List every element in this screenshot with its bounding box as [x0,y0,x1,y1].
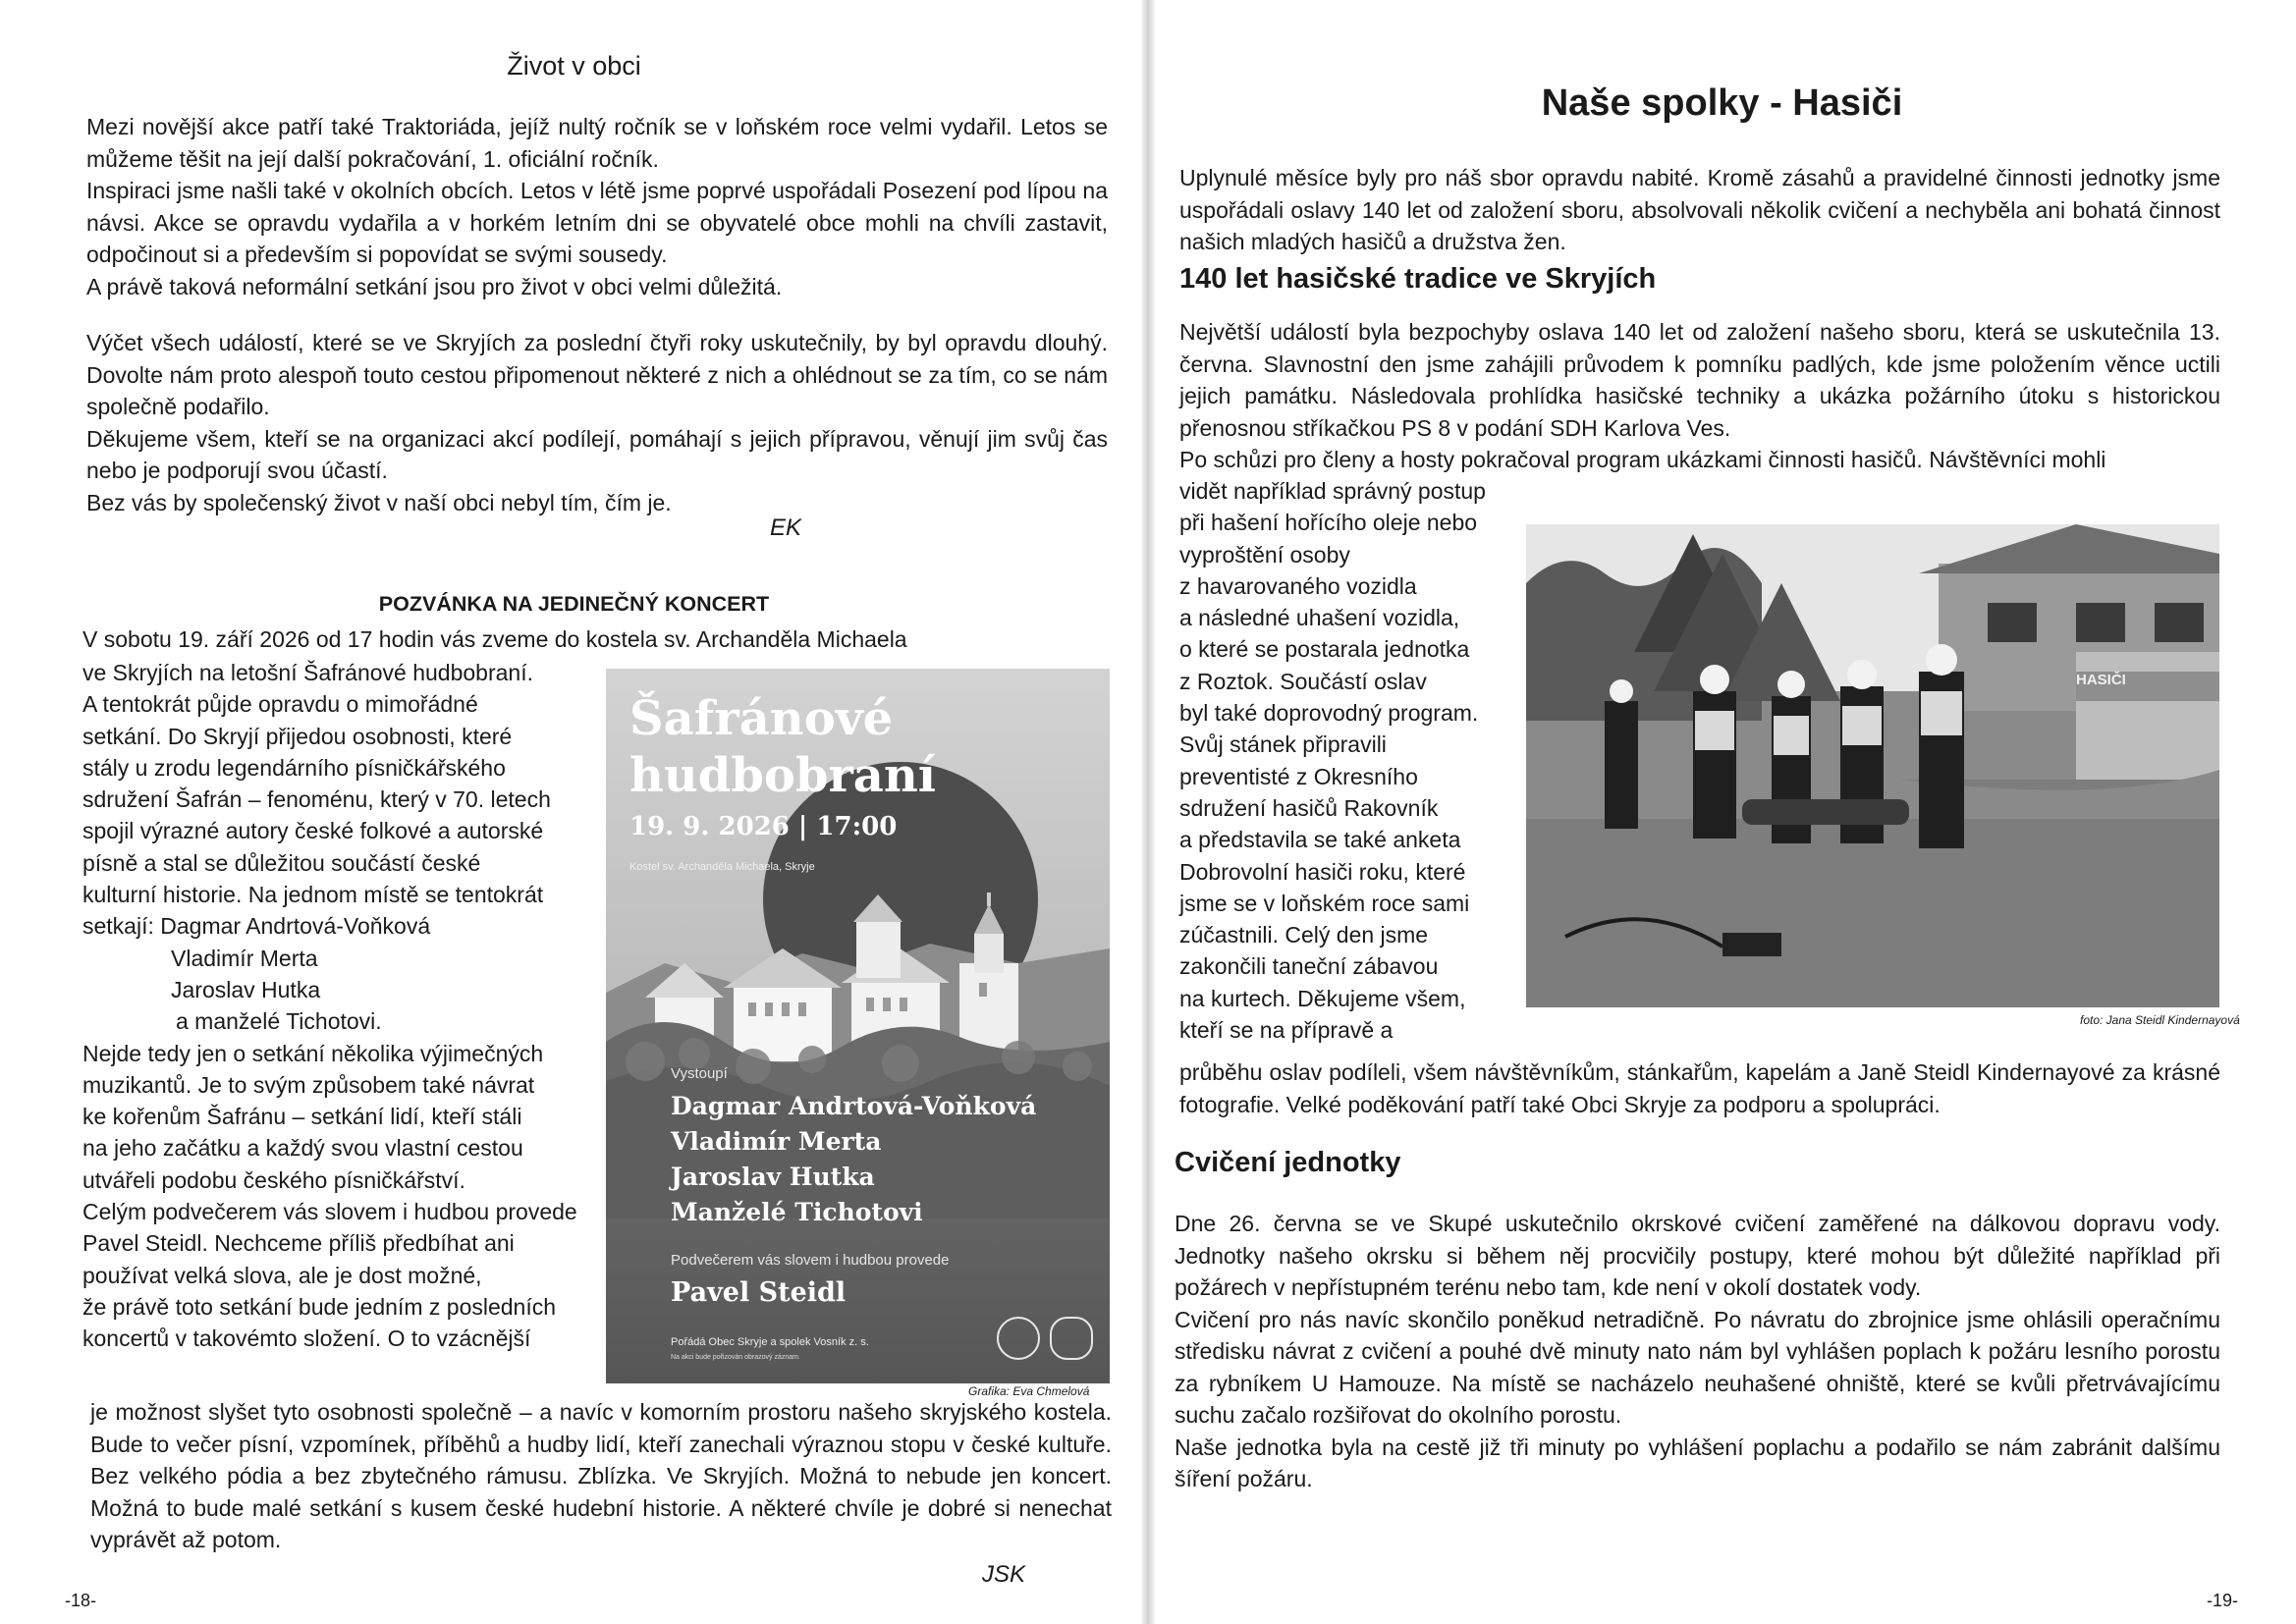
text-line: písně a stal se důležitou součástí české [82,849,481,876]
firefighters-photo [1526,524,2219,1007]
paragraph: Děkujeme všem, kteří se na organizaci akcí podílejí, pomáhají s jejich přípravou, věnují jim svůj čas nebo je podporují svou účastí. [86,425,1108,483]
poster-performer: Jaroslav Hutka [671,1163,875,1191]
paragraph: průběhu oslav podíleli, všem návštěvníkům, stánkařům, kapelám a Janě Steidl Kindernayové za krásné fotografie. Velké poděkování patří také Obci Skryje za podporu a spolupráci. [1179,1059,2220,1117]
paragraph: Cvičení pro nás navíc skončilo poněkud netradičně. Po návratu do zbrojnice jsme ohlásili operačnímu středisku návrat z cvičení a pouhé dvě minuty nato nám byl vyhlášen poplach k požáru lesního porostu za rybníkem U Hamouze. Na místě se nacházelo neuhašené ohniště, které se kvůli přetrvávajícímu suchu začalo rozšiřovat do okolního porostu. [1175,1306,2220,1428]
text-line: spojil výrazné autory české folkové a autorské [82,818,544,844]
text-line: setkání. Do Skryjí přijedou osobnosti, které [82,723,513,749]
text-line: a následné uhašení vozidla, [1179,605,1460,631]
text-line: kteří se na přípravě a [1179,1017,1394,1044]
text-line: jsme se v loňském roce sami [1179,890,1470,916]
poster-host: Pavel Steidl [671,1277,847,1308]
text-line: při hašení hořícího oleje nebo [1179,510,1478,536]
coat-of-arms-icon [997,1317,1040,1360]
paragraph: Dne 26. června se ve Skupé uskutečnilo okrskové cvičení zaměřené na dálkovou dopravu vody. Jednotky našeho okrsku si během něj procvičily postupy, které mohou být důležité například při požárech v nepřístupném terénu nebo tam, kde není v okolí dostatek vody. [1175,1211,2220,1300]
paragraph: Uplynulé měsíce byly pro náš sbor opravdu nabité. Kromě zásahů a pravidelné činnosti jednotky jsme uspořádali oslavy 140 let od založení sboru, absolvovali několik cvičení a nechyběla ani bohatá činnost našich mladých hasičů a družstva žen. [1179,165,2220,254]
poster-performers [671,1089,1036,1230]
truck-lettering: HASIČI [2076,672,2126,688]
page-number: -19- [2207,1591,2239,1610]
text-line: na kurtech. Děkujeme všem, [1179,985,1466,1011]
page-title: Naše spolky - Hasiči [1541,82,1903,124]
section-text [1175,1208,2220,1495]
text-line: o které se postarala jednotka [1179,636,1470,663]
events-text [86,327,1108,518]
poster-credit: Grafika: Eva Chmelová [968,1384,1090,1398]
text-line: muzikantů. Je to svým způsobem také návrat [82,1071,535,1098]
section-text [1179,316,2220,476]
poster-organizer: Pořádá Obec Skryje a spolek Vosník z. s. [671,1336,869,1348]
paragraph: Největší událostí byla bezpochyby oslava 140 let od založení našeho sboru, která se uskutečnila 13. června. Slavnostní den jsme zahájili průvodem k pomníku padlých, kde jsme položením věnce uctili jejich památku. Následovala prohlídka hasičské techniky a ukázka požárního útoku s historickou přenosnou stříkačkou PS 8 v podání SDH Karlova Ves. [1179,319,2220,441]
poster-performer: Manželé Tichotovi [671,1198,923,1226]
poster-venue: Kostel sv. Archanděla Michaela, Skryje [629,861,815,873]
concert-poster [606,669,1110,1383]
text-line: používat velká slova, ale je dost možné, [82,1262,482,1288]
poster-performers-label: Vystoupí [671,1065,728,1082]
paragraph: Bez vás by společenský život v naší obci nebyl tím, čím je. [86,489,672,515]
section-heading: Cvičení jednotky [1175,1147,1401,1178]
text-line: zúčastnili. Celý den jsme [1179,922,1429,948]
text-line: a představila se také anketa [1179,827,1461,853]
performer-line: a manželé Tichotovi. [176,1008,382,1035]
firefighters-rescue-illustration [1526,524,2219,1007]
text-line: stály u zrodu legendárního písničkářského [82,754,506,781]
concert-text-column [82,657,577,1355]
photo-credit: foto: Jana Steidl Kindernayová [2080,1013,2240,1027]
section-text-end [1179,1056,2220,1120]
paragraph: Po schůzi pro členy a hosty pokračoval program ukázkami činnosti hasičů. Návštěvníci mohli [1179,447,2106,472]
paragraph: Naše jednotka byla na cestě již tři minuty po vyhlášení poplachu a podařilo se nám zabránit dalšímu šíření požáru. [1175,1434,2220,1491]
intro-text [1179,162,2220,258]
text-line: Celým podvečerem vás slovem i hudbou provede [82,1199,577,1225]
author-signature: EK [770,514,802,541]
text-line: sdružení Šafrán – fenoménu, který v 70. letech [82,786,551,813]
paragraph: Inspiraci jsme našli také v okolních obcích. Letos v létě jsme poprvé uspořádali Posezení pod lípou na návsi. Akce se opravdu vydařila a v horkém letním dni se obyvatelé obce mohli na chvíli zastavit, odpočinout si a především si popovídat se svými sousedy. [86,178,1108,267]
paragraph: Mezi novější akce patří také Traktoriáda, jejíž nultý ročník se v loňském roce velmi vydařil. Letos se můžeme těšit na její další pokračování, 1. oficiální ročník. [86,114,1108,172]
poster-title: Šafránové hudbobraní [629,691,937,803]
paragraph: Výčet všech událostí, které se ve Skryjích za poslední čtyři roky uskutečnily, by byl opravdu dlouhý. Dovolte nám proto alespoň touto cestou připomenout některé z nich a ohlédnout se za tím, co se nám společně podařilo. [86,330,1108,419]
association-logo-icon [1050,1317,1093,1360]
concert-heading: POZVÁNKA NA JEDINEČNÝ KONCERT [378,592,770,616]
text-line: byl také doprovodný program. [1179,700,1479,727]
poster-host-label: Podvečerem vás slovem i hudbou provede [671,1252,950,1269]
section-heading: 140 let hasičské tradice ve Skryjích [1179,263,1657,295]
text-line: z Roztok. Součástí oslav [1179,668,1427,694]
text-line: Dobrovolní hasiči roku, které [1179,858,1466,885]
performer-line: Jaroslav Hutka [171,976,321,1002]
poster-date: 19. 9. 2026 | 17:00 [629,812,898,841]
concert-intro: V sobotu 19. září 2026 od 17 hodin vás zveme do kostela sv. Archanděla Michaela [82,626,907,652]
text-line: utvářeli podobu českého písničkářství. [82,1166,465,1193]
author-signature: JSK [982,1561,1026,1588]
poster-small-print: Na akci bude pořizován obrazový záznam. [671,1354,800,1361]
text-line: kulturní historie. Na jednom místě se tentokrát [82,882,544,908]
text-line: Svůj stánek připravili [1179,731,1387,758]
text-line: vidět například správný postup [1179,478,1486,504]
concert-end-text [90,1396,1112,1556]
page-number: -18- [65,1591,97,1610]
text-line: ke kořenům Šafránu – setkání lidí, kteří stáli [82,1104,522,1130]
text-line: ve Skryjích na letošní Šafránové hudbobraní. [82,660,534,685]
paragraph: je možnost slyšet tyto osobnosti společně – a navíc v komorním prostoru našeho skryjského kostela. Bude to večer písní, vzpomínek, příběhů a hudby lidí, kteří zanechali výraznou stopu v české kultuře. Bez velkého pódia a bez zbytečného rámusu. Zblízka. Ve Skryjích. Možná to nebude jen koncert. Možná to bude malé setkání s kusem české hudební historie. A některé chvíle je dobré si nenechat vyprávět až potom. [90,1399,1112,1552]
text-line: z havarovaného vozidla [1179,572,1417,599]
text-line: preventisté z Okresního [1179,763,1418,789]
text-line: koncertů v takovémto složení. O to vzácnější [82,1326,531,1352]
text-line: sdružení hasičů Rakovník [1179,794,1439,821]
paragraph: A právě taková neformální setkání jsou pro život v obci velmi důležitá. [86,273,783,299]
text-line: na jeho začátku a každý svou vlastní cestou [82,1135,523,1162]
text-line: vyproštění osoby [1179,541,1350,568]
text-line: že právě toto setkání bude jedním z posledních [82,1293,557,1320]
poster-performer: Dagmar Andrtová-Voňková [671,1092,1037,1120]
text-line: setkají: Dagmar Andrtová-Voňková [82,913,431,940]
text-line: Nejde tedy jen o setkání několika výjimečných [82,1040,544,1066]
intro-text [86,111,1108,302]
text-line: A tentokrát půjde opravdu o mimořádné [82,691,478,718]
performer-line: Vladimír Merta [171,945,318,971]
poster-performer: Vladimír Merta [671,1127,882,1156]
text-line: Pavel Steidl. Nechceme příliš předbíhat ani [82,1230,515,1257]
section-title: Život v obci [507,51,641,81]
section-text-column [1179,475,1486,1046]
text-line: zakončili taneční zábavou [1179,953,1439,980]
